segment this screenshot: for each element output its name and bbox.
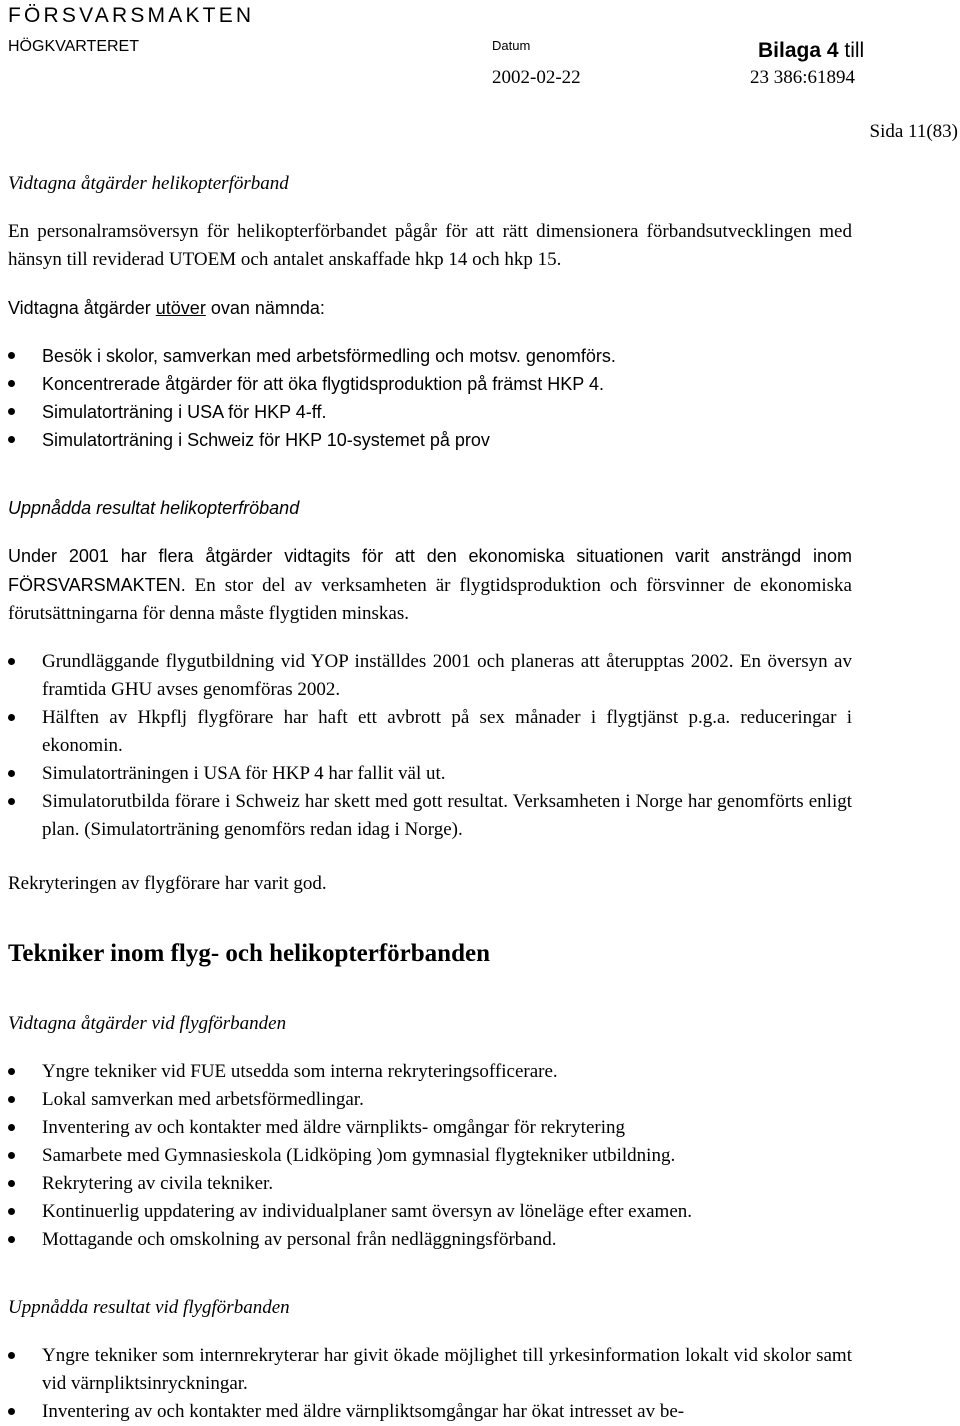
paragraph-recruitment: Rekryteringen av flygförare har varit god. [8,873,327,894]
bullet-icon [8,1152,15,1159]
flight-results-list [8,1342,852,1426]
page-number: Sida 11(83) [869,121,958,142]
spacer [8,898,852,938]
document-body [8,170,852,1426]
bullet-icon [8,380,15,387]
reference-number: 23 386:61894 [750,67,856,88]
list-item [8,1226,852,1254]
spacer [8,274,852,294]
list-item-text: Mottagande och omskolning av personal från nedläggningsförband. [42,1229,557,1250]
section-heading-measures-flight: Vidtagna åtgärder vid flygförbanden [8,1013,287,1034]
bullet-icon [8,408,15,415]
bullet-icon [8,1180,15,1187]
bullet-icon [8,1068,15,1075]
list-item [8,1342,852,1398]
bullet-icon [8,1124,15,1131]
list-item-text: Simulatorträning i Schweiz för HKP 10-systemet på prov [42,430,490,450]
list-item-text: Grundläggande flygutbildning vid YOP inställdes 2001 och planeras att återupptas 2002. En översyn av framtida GHU avses genomföras 2002. [42,651,852,700]
list-item-text: Inventering av och kontakter med äldre värnpliktsomgångar har ökat intresset av be- [42,1401,685,1422]
document-date: 2002-02-22 [492,67,581,88]
appendix-number: Bilaga 4 [758,39,839,62]
list-item [8,1170,852,1198]
spacer [8,322,852,342]
list-item-text: Yngre tekniker vid FUE utsedda som interna rekryteringsofficerare. [42,1061,558,1082]
intro-underlined-word: utöver [155,298,206,318]
bullet-icon [8,1096,15,1103]
list-item [8,704,852,760]
list-item [8,1142,852,1170]
bullet-icon [8,1408,15,1415]
bullet-icon [8,770,15,777]
list-item-text: Besök i skolor, samverkan med arbetsförmedling och motsv. genomförs. [42,346,616,366]
list-item-text: Lokal samverkan med arbetsförmedlingar. [42,1089,364,1110]
list-item-text: Yngre tekniker som internrekryterar har givit ökade möjlighet till yrkesinformation lokalt vid skolor samt vid värnpliktsinryckningar. [42,1345,852,1394]
paragraph-staffing-review: En personalramsöversyn för helikopterförbandet pågår för att rätt dimensionera förbandsutvecklingen med hänsyn till reviderad UTOEM och antalet anskaffade hkp 14 och hkp 15. [8,221,852,270]
bullet-icon [8,714,15,721]
section-heading-measures-helicopter: Vidtagna åtgärder helikopterförband [8,173,289,194]
spacer [8,198,852,218]
bullet-icon [8,658,15,665]
bullet-icon [8,1208,15,1215]
list-item-text: Simulatorutbilda förare i Schweiz har skett med gott resultat. Verksamheten i Norge har genomförts enligt plan. (Simulatorträning genomförs redan idag i Norge). [42,791,852,840]
list-item-text: Samarbete med Gymnasieskola (Lidköping )om gymnasial flygtekniker utbildning. [42,1145,676,1166]
bullet-icon [8,798,15,805]
section-title-technicians: Tekniker inom flyg- och helikopterförbanden [8,940,490,967]
appendix-suffix: till [838,39,865,62]
appendix-label [758,38,864,64]
unit-name: HÖGKVARTERET [8,38,139,55]
list-item [8,370,852,398]
list-item-text: Simulatorträning i USA för HKP 4-ff. [42,402,327,422]
intro-text-end: ovan nämnda: [205,298,325,318]
list-item-text: Inventering av och kontakter med äldre värnplikts- omgångar för rekrytering [42,1117,625,1138]
org-logo: FÖRSVARSMAKTEN [8,4,255,27]
list-item [8,1058,852,1086]
paragraph-economy-part2: En stor del av verksamheten är flygtidsproduktion och försvinner de ekonomiska förutsättningarna för denna måste flygtiden minskas. [8,575,852,624]
list-item [8,760,852,788]
spacer [8,1038,852,1058]
intro-line [8,294,852,322]
spacer [8,454,852,494]
spacer [8,844,852,870]
flight-measures-list [8,1058,852,1254]
bullet-icon [8,1236,15,1243]
bullet-icon [8,436,15,443]
section-heading-results-helicopter: Uppnådda resultat helikopterfröband [8,498,300,518]
bullet-icon [8,1352,15,1359]
list-item [8,648,852,704]
spacer [8,1322,852,1342]
list-item-text: Rekrytering av civila tekniker. [42,1173,274,1194]
date-label: Datum [492,38,531,53]
list-item [8,1086,852,1114]
list-item [8,342,852,370]
list-item-text: Kontinuerlig uppdatering av individualplaner samt översyn av löneläge efter examen. [42,1201,693,1222]
list-item [8,1114,852,1142]
section-heading-results-flight: Uppnådda resultat vid flygförbanden [8,1297,290,1318]
list-item-text: Simulatorträningen i USA för HKP 4 har fallit väl ut. [42,763,446,784]
spacer [8,628,852,648]
results-list [8,648,852,844]
spacer [8,1254,852,1294]
list-item-text: Hälften av Hkpflj flygförare har haft ett avbrott på sex månader i flygtjänst p.g.a. reduceringar i ekonomin. [42,707,852,756]
list-item-text: Koncentrerade åtgärder för att öka flygtidsproduktion på främst HKP 4. [42,374,604,394]
spacer [8,522,852,542]
list-item [8,426,852,454]
measures-list [8,342,852,454]
list-item [8,788,852,844]
paragraph-economy [8,542,852,628]
intro-text: Vidtagna åtgärder [8,298,156,318]
paragraph-economy-part1: Under 2001 har flera åtgärder vidtagits för att den ekonomiska situationen varit ansträngd inom FÖRSVARSMAKTEN. [8,546,852,595]
bullet-icon [8,352,15,359]
list-item [8,1198,852,1226]
list-item [8,398,852,426]
spacer [8,970,852,1010]
